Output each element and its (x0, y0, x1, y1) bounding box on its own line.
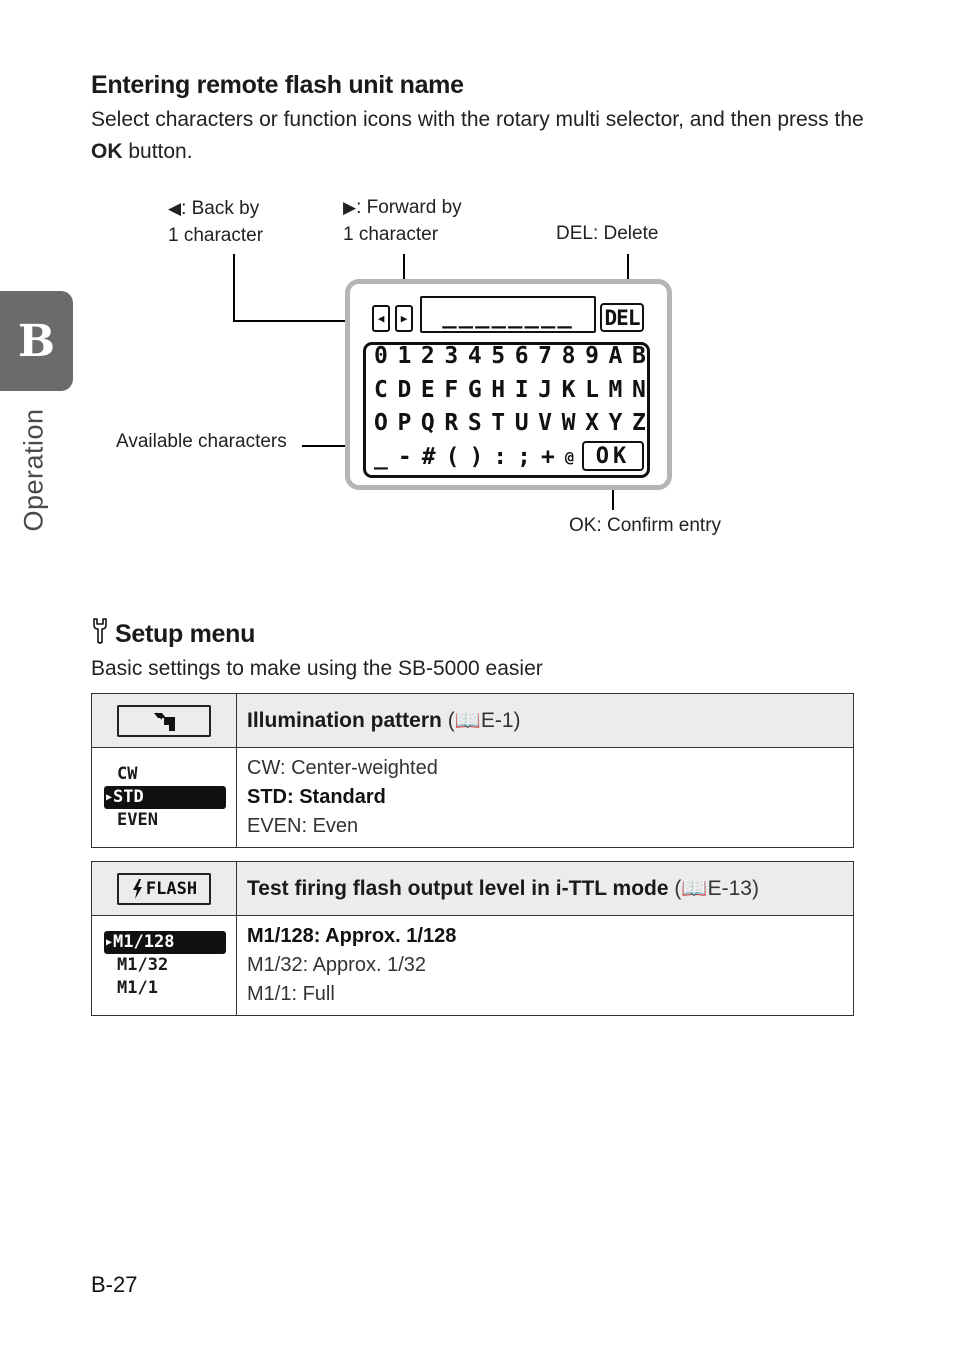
char-key[interactable]: S (467, 410, 482, 436)
right-arrow-icon: ▶ (343, 198, 357, 217)
char-key[interactable]: I (514, 377, 529, 403)
test-firing-table (91, 861, 854, 1016)
char-key[interactable]: 4 (467, 343, 482, 369)
lcd-menu (104, 763, 226, 832)
callout-forward: ▶: Forward by 1 character (343, 197, 462, 245)
callout-delete: DEL: Delete (556, 223, 659, 244)
illumination-pattern-icon (117, 705, 211, 737)
callout-available: Available characters (116, 431, 287, 452)
options-cell (237, 748, 854, 848)
char-key[interactable]: ) (469, 444, 484, 470)
wrench-icon (90, 617, 110, 649)
right-arrow-icon: ▶ (400, 312, 408, 325)
page-number: B-27 (91, 1272, 138, 1297)
callout-ok: OK: Confirm entry (569, 515, 722, 536)
menu-item: M1/1 (117, 978, 158, 998)
section-title-setup-menu: Setup menu (115, 620, 256, 648)
menu-item-selected: ▶ M1/128 (104, 931, 226, 954)
chapter-letter: B (17, 315, 56, 367)
char-key[interactable]: M (608, 377, 623, 403)
char-key[interactable]: 9 (585, 343, 599, 369)
menu-cell (92, 748, 237, 848)
char-key[interactable]: H (491, 377, 506, 403)
table-row (92, 916, 854, 1016)
char-key[interactable]: O (374, 410, 388, 436)
flash-icon: FLASH (117, 873, 211, 905)
forward-key[interactable] (395, 305, 413, 332)
char-key[interactable]: 3 (444, 343, 459, 369)
menu-item-selected: ▶ STD (104, 786, 226, 809)
menu-item: EVEN (117, 810, 158, 830)
char-row (374, 443, 574, 471)
delete-key[interactable]: DEL (600, 303, 644, 332)
char-key[interactable]: A (608, 343, 623, 369)
leader-line (233, 254, 235, 322)
char-key[interactable]: W (561, 410, 576, 436)
char-key[interactable]: 1 (397, 343, 412, 369)
char-row (374, 409, 646, 437)
back-key[interactable] (372, 305, 390, 332)
char-key[interactable]: ; (517, 444, 532, 470)
char-key[interactable]: 8 (561, 343, 576, 369)
char-key[interactable]: - (397, 444, 412, 470)
name-field[interactable]: ________ (420, 296, 596, 333)
char-key[interactable]: ( (445, 444, 460, 470)
callout-back: ◀: Back by 1 character (168, 198, 264, 246)
icon-cell (92, 862, 237, 916)
illumination-pattern-table (91, 693, 854, 848)
table-row (92, 748, 854, 848)
option-default: STD: Standard (247, 786, 386, 808)
menu-cell (92, 916, 237, 1016)
char-key[interactable]: N (631, 377, 646, 403)
char-key[interactable]: 0 (374, 343, 388, 369)
char-key[interactable]: Y (608, 410, 623, 436)
section-title-name-entry: Entering remote flash unit name (91, 71, 464, 99)
char-key[interactable]: G (467, 377, 482, 403)
option-default: M1/128: Approx. 1/128 (247, 925, 457, 947)
char-key[interactable]: 5 (491, 343, 506, 369)
ok-bold: OK (91, 140, 123, 163)
char-key[interactable]: _ (374, 444, 388, 470)
ok-key[interactable]: OK (582, 441, 644, 471)
option: CW: Center-weighted (247, 757, 438, 779)
char-key[interactable]: X (585, 410, 599, 436)
char-key[interactable]: R (444, 410, 459, 436)
char-key[interactable]: 2 (420, 343, 435, 369)
char-key[interactable]: T (491, 410, 506, 436)
table-header-row (92, 694, 854, 748)
char-key[interactable]: 7 (538, 343, 553, 369)
char-key[interactable]: U (514, 410, 529, 436)
icon-cell (92, 694, 237, 748)
char-key[interactable]: P (397, 410, 412, 436)
char-key[interactable]: Q (420, 410, 435, 436)
char-key[interactable]: L (585, 377, 599, 403)
char-key[interactable]: : (493, 444, 508, 470)
char-key[interactable]: D (397, 377, 412, 403)
setup-menu-description: Basic settings to make using the SB-5000 easier (91, 657, 543, 680)
option: M1/1: Full (247, 983, 335, 1005)
char-key[interactable]: Z (631, 410, 646, 436)
options-cell (237, 916, 854, 1016)
char-key[interactable]: 6 (514, 343, 529, 369)
lcd-menu (104, 931, 226, 1000)
char-key[interactable]: B (631, 343, 646, 369)
char-row (374, 342, 646, 370)
option: M1/32: Approx. 1/32 (247, 954, 427, 976)
left-arrow-icon: ◀ (168, 199, 182, 218)
menu-item: CW (117, 764, 138, 784)
char-key[interactable]: K (561, 377, 576, 403)
table-header: Test firing flash output level in i-TTL mode (📖E-13) (237, 862, 854, 916)
char-key[interactable]: F (444, 377, 459, 403)
chapter-label: Operation (18, 408, 49, 532)
char-key[interactable]: E (420, 377, 435, 403)
book-icon: 📖 (454, 708, 481, 732)
left-arrow-icon: ◀ (377, 312, 385, 325)
char-key[interactable]: C (374, 377, 388, 403)
char-row (374, 376, 646, 404)
char-key[interactable]: J (538, 377, 553, 403)
option: EVEN: Even (247, 815, 359, 837)
table-header: Illumination pattern (📖E-1) (237, 694, 854, 748)
char-key[interactable]: V (538, 410, 553, 436)
book-icon: 📖 (681, 876, 708, 900)
menu-item: M1/32 (117, 955, 169, 975)
char-key[interactable]: # (421, 444, 436, 470)
char-key[interactable]: @ (564, 448, 574, 466)
char-key[interactable]: + (541, 444, 555, 470)
section-description: Select characters or function icons with the rotary multi selector, and then press the OK button. (91, 108, 864, 163)
table-header-row (92, 862, 854, 916)
